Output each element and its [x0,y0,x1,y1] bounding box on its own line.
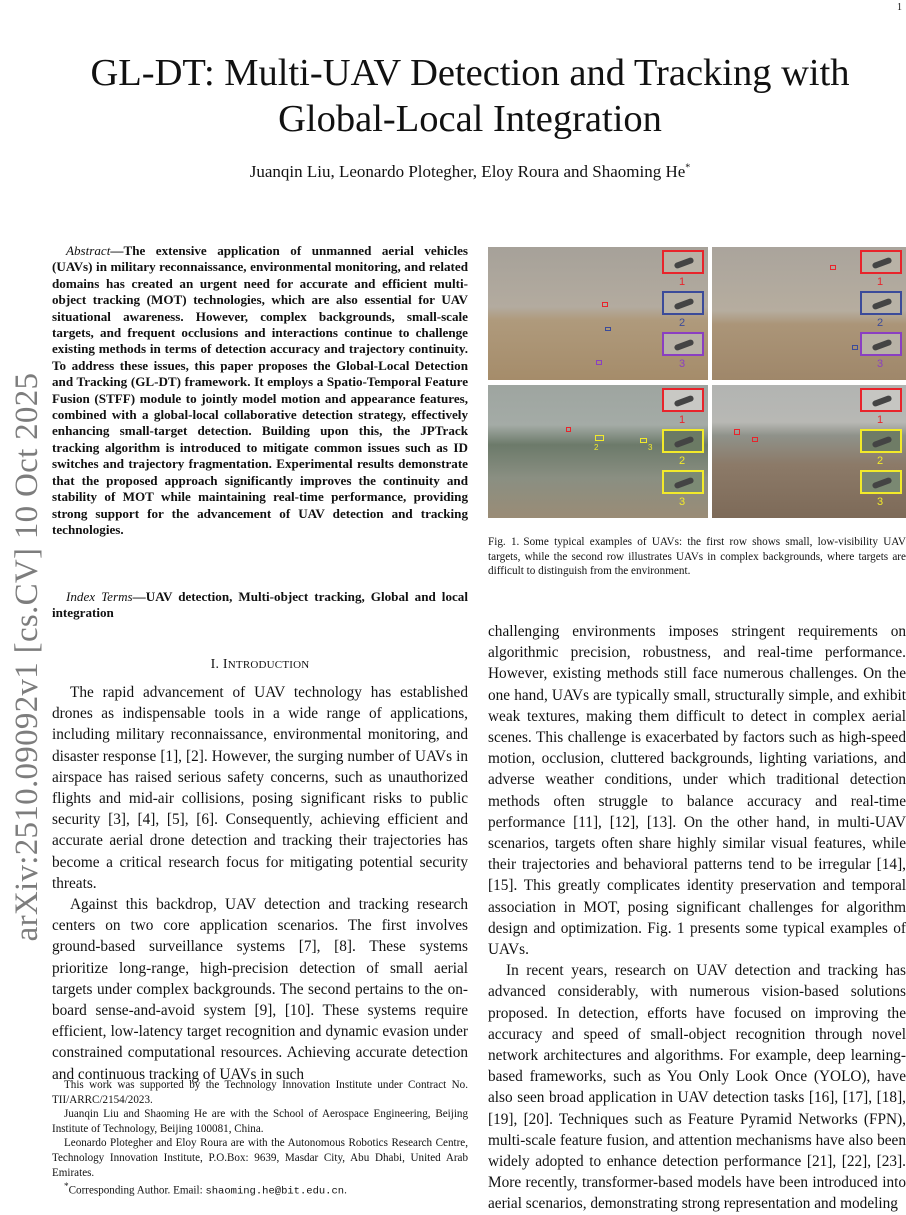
uav-photo-desert-2 [712,247,906,380]
uav-icon [674,477,695,489]
detection-box [830,265,836,270]
detection-box [752,437,758,442]
thumb-label: 1 [877,414,884,426]
uav-icon [674,257,695,269]
footnotes [52,1078,468,1199]
box-label: 2 [594,443,599,452]
abstract [52,243,468,538]
figure-caption [488,535,906,579]
uav-zoom-thumbnail [860,429,902,453]
thumb-label: 1 [877,276,884,288]
thumb-label: 2 [877,317,884,329]
caption-label: Fig. 1. [488,536,520,548]
author-list [60,162,880,182]
uav-icon [872,436,893,448]
right-column-body [488,621,906,1215]
left-column-body [52,682,468,1085]
detection-box [602,302,608,307]
uav-photo-desert-1 [488,247,708,380]
author-names: Juanqin Liu, Leonardo Plotegher, Eloy Roura and Shaoming He [249,162,686,181]
paper-title: GL-DT: Multi-UAV Detection and Tracking with Global-Local Integration [90,52,850,140]
detection-box [640,438,647,443]
uav-zoom-thumbnail [662,332,704,356]
section-rest: NTRODUCTION [227,659,310,671]
corresponding-end: . [344,1184,347,1197]
uav-zoom-thumbnail [662,291,704,315]
uav-icon [872,477,893,489]
thumb-label: 3 [877,496,884,508]
uav-icon [872,298,893,310]
arxiv-identifier: arXiv:2510.09092v1 [cs.CV] 10 Oct 2025 [9,372,45,942]
abstract-text: —The extensive application of unmanned aerial vehicles (UAVs) in military reconnaissance, environmental monitoring, and related domains has created an urgent need for accurate and efficient multi-object tracking (MOT) technologies, which are also essential for UAV situational awareness. However, complex backgrounds, small-scale targets, and frequent occlusions and interactions continue to challenge existing methods in terms of detection accuracy and trajectory continuity. To address these issues, this paper proposes the Global-Local Detection and Tracking (GL-DT) framework. It employs a Spatio-Temporal Feature Fusion (STFF) module to jointly model motion and appearance features, combined with a global-local collaborative detection strategy, effectively enhancing small-target detection. Building upon this, the JPTrack tracking algorithm is introduced to mitigate common issues such as ID switches and trajectory fragmentation. Experimental results demonstrate that the proposed approach significantly improves the continuity and stability of MOT while maintaining real-time performance, providing strong support for the advancement of UAV detection and tracking technologies. [52,243,468,537]
thumb-label: 1 [679,276,686,288]
uav-photo-urban [712,385,906,518]
section-initial: I [222,657,228,672]
uav-photo-trees [488,385,708,518]
uav-zoom-thumbnail [662,429,704,453]
detection-box [595,435,604,441]
email-link[interactable]: shaoming.he@bit.edu.cn [205,1185,345,1198]
thumb-label: 3 [679,358,686,370]
figure-1 [488,247,906,518]
section-heading [52,657,468,673]
uav-icon [872,257,893,269]
uav-zoom-thumbnail [860,291,902,315]
thumb-label: 2 [877,455,884,467]
uav-icon [674,339,695,351]
uav-zoom-thumbnail [662,388,704,412]
detection-box [734,429,740,435]
thumb-label: 3 [679,496,686,508]
thumb-label: 2 [679,317,686,329]
corresponding-mark: * [64,1182,69,1193]
section-numeral: I. [210,657,220,672]
paragraph: The rapid advancement of UAV technology has established drones as indispensable tools in a wide range of applications, including military reconnaissance, environmental monitoring, and disaster response [1], [2]. However, the surging number of UAVs in airspace has raised serious safety concerns, such as unauthorized flights and mid-air collisions, posing significant risks to public security [3], [4], [5], [6]. Consequently, achieving efficient and accurate aerial drone detection and tracking their trajectories has become a critical research focus for mitigating potential security threats. [52,684,468,892]
uav-zoom-thumbnail [860,250,902,274]
uav-icon [872,339,893,351]
uav-icon [674,436,695,448]
uav-icon [674,298,695,310]
detection-box [852,345,858,350]
box-label: 3 [648,443,653,452]
thumb-label: 3 [877,358,884,370]
detection-box [566,427,571,432]
abstract-lead: Abstract [66,243,111,258]
uav-icon [872,395,893,407]
paragraph: challenging environments imposes stringent requirements on algorithmic precision, robustness, and real-time performance. However, existing methods still face numerous challenges. On the one hand, UAVs are typically small, structurally simple, and exhibit weak textures, making them difficult to detect in complex aerial scenes. This challenge is exacerbated by factors such as high-speed motion, occlusion, cluttered backgrounds, lighting variations, and adverse weather conditions, under which traditional detection methods often struggle to balance accuracy and real-time performance [11], [12], [13]. On the other hand, in multi-UAV scenarios, targets often share highly similar visual features, while their trajectories and behavioral patterns tend to be irregular [14], [15]. This greatly complicates identity preservation and temporal association in MOT, posing significant challenges for algorithm design and optimization. Fig. 1 presents some typical examples of UAVs. [488,623,906,959]
footnote-affiliation: Juanqin Liu and Shaoming He are with the School of Aerospace Engineering, Beijing Institute of Technology, Beijing 100081, China. [52,1108,468,1135]
index-terms-text: —UAV detection, Multi-object tracking, Global and local integration [52,589,468,621]
detection-box [605,327,611,331]
corresponding-text: Corresponding Author. Email: [68,1184,206,1197]
uav-zoom-thumbnail [860,470,902,494]
uav-zoom-thumbnail [860,388,902,412]
page-number: 1 [897,2,902,13]
uav-zoom-thumbnail [662,250,704,274]
detection-box [596,360,602,365]
caption-text: Some typical examples of UAVs: the first row shows small, low-visibility UAV targets, while the second row illustrates UAVs in complex backgrounds, where targets are difficult to distinguish from the environment. [488,536,906,577]
index-terms-lead: Index Terms [66,589,133,604]
footnote-affiliation: Leonardo Plotegher and Eloy Roura are with the Autonomous Robotics Research Centre, Technology Innovation Institute, P.O.Box: 9639, Masdar City, Abu Dhabi, United Arab Emirates. [52,1137,468,1179]
corresponding-mark: * [685,162,691,174]
thumb-label: 2 [679,455,686,467]
uav-zoom-thumbnail [662,470,704,494]
footnote-corresponding [52,1180,468,1199]
paragraph: Against this backdrop, UAV detection and tracking research centers on two core application scenarios. The first involves ground-based surveillance systems [7], [8]. These systems prioritize long-range, high-precision detection of small aerial targets under complex backgrounds. The second pertains to the on-board sense-and-avoid system [9], [10]. These systems require efficient, low-latency target recognition and dynamic evasion under constrained computational resources. Achieving accurate detection and continuous tracking of UAVs in such [52,896,468,1083]
thumb-label: 1 [679,414,686,426]
paragraph: In recent years, research on UAV detection and tracking has advanced considerably, with numerous vision-based solutions proposed. In detection, efforts have focused on improving the accuracy and speed of small-object recognition through novel network architectures and algorithms. For example, deep learning-based frameworks, such as You Only Look Once (YOLO), have also seen broad application in UAV detection tasks [16], [17], [18], [19], [20]. Techniques such as Feature Pyramid Networks (FPN), multi-scale feature fusion, and attention mechanisms have also been widely adopted to enhance detection performance [21], [22], [23]. More recently, transformer-based models have been introduced into aerial scenarios, demonstrating strong representation and modeling [488,962,906,1213]
uav-icon [674,395,695,407]
uav-zoom-thumbnail [860,332,902,356]
index-terms [52,589,468,622]
footnote-support: This work was supported by the Technology Innovation Institute under Contract No. TII/ARRC/2154/2023. [52,1079,468,1106]
